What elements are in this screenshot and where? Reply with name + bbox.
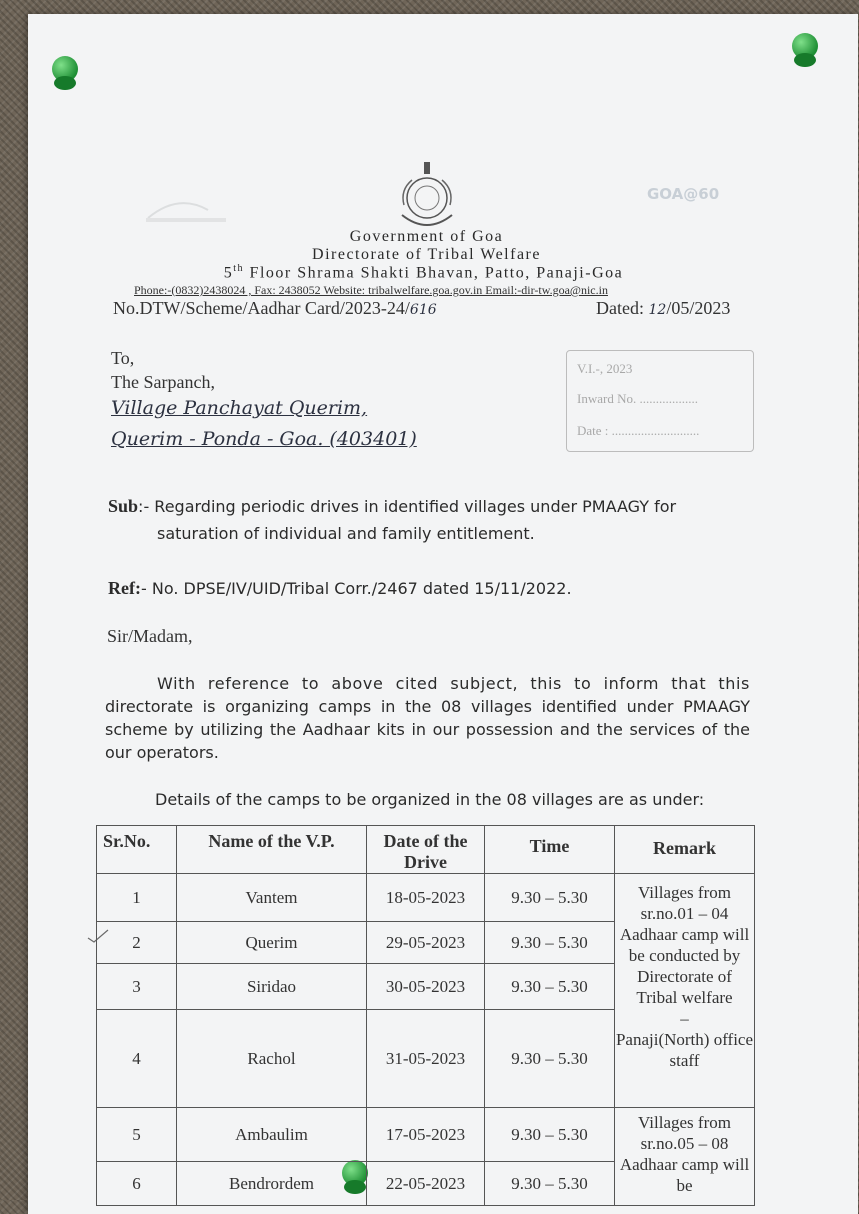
government-title: Government of Goa (349, 228, 504, 245)
letter-date: Dated: 12/05/2023 (596, 298, 731, 318)
cell-srno: 2 (97, 922, 177, 964)
paragraph-line-1: With reference to above cited subject, this to inform that this (157, 674, 750, 693)
faint-logo-left (138, 188, 238, 228)
cell-date: 29-05-2023 (367, 922, 485, 964)
cell-srno: 6 (97, 1162, 177, 1206)
paragraph-line-4: our operators. (105, 743, 219, 762)
cell-srno: 4 (97, 1010, 177, 1108)
cell-srno: 5 (97, 1108, 177, 1162)
to-label: To, (111, 348, 135, 368)
cell-date: 17-05-2023 (367, 1108, 485, 1162)
cell-time: 9.30 – 5.30 (485, 1010, 615, 1108)
recipient-address-line2: Querim - Ponda - Goa. (403401) (111, 428, 417, 450)
cell-vp-name: Siridao (177, 964, 367, 1010)
cell-date: 18-05-2023 (367, 874, 485, 922)
table-header-row (97, 826, 755, 874)
camps-table (96, 825, 755, 1206)
contact-line: Phone:-(0832)2438024 , Fax: 2438052 Website: tribalwelfare.goa.gov.in Email:-dir-tw.goa@nic.in (134, 283, 608, 297)
table-row (97, 874, 755, 922)
cell-time: 9.30 – 5.30 (485, 1108, 615, 1162)
cell-time: 9.30 – 5.30 (485, 922, 615, 964)
cell-time: 9.30 – 5.30 (485, 1162, 615, 1206)
cell-srno: 3 (97, 964, 177, 1010)
subject-line-2: saturation of individual and family entitlement. (157, 524, 535, 543)
inward-stamp: V.I.-, 2023 Inward No. .................. Date : ........................... (566, 350, 754, 452)
col-header-srno: Sr.No. (97, 826, 177, 874)
cell-remark-group-1: Villages from sr.no.01 – 04 Aadhaar camp will be conducted by Directorate of Tribal welfare – Panaji(North) office staff (615, 874, 755, 1108)
paragraph-line-3: scheme by utilizing the Aadhaar kits in our possession and the services of the (105, 720, 750, 739)
directorate-address: 5th Floor Shrama Shakti Bhavan, Patto, Panaji-Goa (223, 263, 624, 282)
col-header-remark: Remark (615, 826, 755, 874)
details-intro: Details of the camps to be organized in the 08 villages are as under: (155, 790, 705, 809)
cell-time: 9.30 – 5.30 (485, 874, 615, 922)
salutation: Sir/Madam, (107, 626, 193, 646)
pushpin-top-left (52, 56, 78, 90)
cell-vp-name: Ambaulim (177, 1108, 367, 1162)
recipient-title: The Sarpanch, (111, 372, 215, 392)
cell-date: 30-05-2023 (367, 964, 485, 1010)
cell-remark-group-2: Villages from sr.no.05 – 08 Aadhaar camp will be (615, 1108, 755, 1206)
cell-vp-name: Bendrordem (177, 1162, 367, 1206)
col-header-vp-name: Name of the V.P. (177, 826, 367, 874)
cell-date: 22-05-2023 (367, 1162, 485, 1206)
directorate-title: Directorate of Tribal Welfare (312, 246, 541, 263)
subject-line: Sub:- Regarding periodic drives in identified villages under PMAAGY for (108, 496, 677, 516)
goa-at-60-logo: GOA@60 (647, 185, 720, 203)
reference-number: No.DTW/Scheme/Aadhar Card/2023-24/616 (113, 298, 437, 318)
reference-line: Ref:- No. DPSE/IV/UID/Tribal Corr./2467 dated 15/11/2022. (108, 578, 572, 598)
cell-vp-name: Vantem (177, 874, 367, 922)
cell-vp-name: Rachol (177, 1010, 367, 1108)
table-row (97, 1108, 755, 1162)
cell-date: 31-05-2023 (367, 1010, 485, 1108)
col-header-date: Date of the Drive (367, 826, 485, 874)
cell-vp-name: Querim (177, 922, 367, 964)
cell-srno: 1 (97, 874, 177, 922)
recipient-address-line1: Village Panchayat Querim, (111, 397, 368, 419)
paragraph-line-2: directorate is organizing camps in the 08 villages identified under PMAAGY (105, 697, 750, 716)
pushpin-top-right (792, 33, 818, 67)
cell-time: 9.30 – 5.30 (485, 964, 615, 1010)
state-emblem-icon (392, 160, 462, 230)
col-header-time: Time (485, 826, 615, 874)
